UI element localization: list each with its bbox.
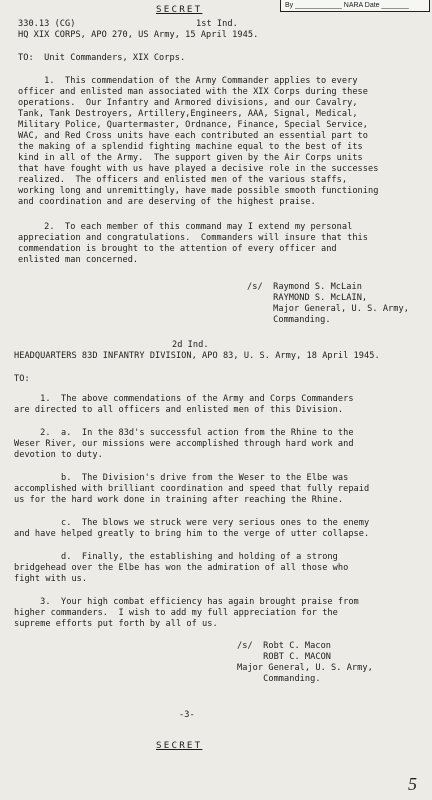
text-line: us for the hard work done in training after reaching the Rhine. [14, 495, 344, 505]
second-indorsement-origin: HEADQUARTERS 83D INFANTRY DIVISION, APO 83, U. S. Army, 18 April 1945. [14, 351, 380, 361]
text-line: b. The Division's drive from the Weser to the Elbe was [14, 473, 349, 483]
text-line: operations. Our Infantry and Armored divisions, and our Cavalry, [18, 98, 358, 108]
text-line: that have fought with us have played a decisive role in the successes [18, 164, 379, 174]
text-line: c. The blows we struck were very serious ones to the enemy [14, 518, 370, 528]
signature-line: Commanding. [237, 674, 321, 684]
text-line: bridgehead over the Elbe has won the admiration of all those who [14, 563, 349, 573]
text-line: working long and unremittingly, have made possible smooth functioning [18, 186, 379, 196]
first-indorsement-origin: HQ XIX CORPS, APO 270, US Army, 15 April 1945. [18, 30, 259, 40]
text-line: realized. The officers and enlisted men of the various staffs, [18, 175, 348, 185]
text-line: supreme efforts put forth by all of us. [14, 619, 218, 629]
text-line: 1. The above commendations of the Army and Corps Commanders [14, 394, 354, 404]
signature-line: Major General, U. S. Army, [237, 663, 373, 673]
second-indorsement-label: 2d Ind. [172, 340, 209, 350]
text-line: the making of a splendid fighting machine equal to the best of its [18, 142, 363, 152]
text-line: fight with us. [14, 574, 88, 584]
file-number: 330.13 (CG) [18, 19, 76, 29]
text-line: enlisted man concerned. [18, 255, 139, 265]
signature-line: Commanding. [247, 315, 331, 325]
text-line: WAC, and Red Cross units have each contributed an essential part to [18, 131, 368, 141]
text-line: d. Finally, the establishing and holding of a strong [14, 552, 338, 562]
signature-line: Major General, U. S. Army, [247, 304, 409, 314]
text-line: and coordination and are deserving of the highest praise. [18, 197, 316, 207]
text-line: higher commanders. I wish to add my full appreciation for the [14, 608, 338, 618]
text-line: are directed to all officers and enlisted men of this Division. [14, 405, 344, 415]
text-line: Weser River, our missions were accomplished through hard work and [14, 439, 354, 449]
text-line: 2. a. In the 83d's successful action from the Rhine to the [14, 428, 354, 438]
signature-line: ROBT C. MACON [237, 652, 332, 662]
first-indorsement-label: 1st Ind. [196, 19, 238, 29]
text-line: 3. Your high combat efficiency has again brought praise from [14, 597, 359, 607]
text-line: commendation is brought to the attention of every officer and [18, 244, 337, 254]
second-indorsement-to: TO: [14, 374, 30, 384]
text-line: Military Police, Quartermaster, Ordnance, Finance, Special Service, [18, 120, 368, 130]
text-line: kind in all of the Army. The support given by the Air Corps units [18, 153, 363, 163]
text-line: 1. This commendation of the Army Commander applies to every [18, 76, 358, 86]
classification-bottom: SECRET [156, 740, 203, 751]
text-line: and have helped greatly to bring him to the verge of utter collapse. [14, 529, 370, 539]
text-line: appreciation and congratulations. Commanders will insure that this [18, 233, 368, 243]
page-marker: -3- [179, 710, 195, 720]
signature-line: /s/ Robt C. Macon [237, 641, 332, 651]
first-indorsement-to: TO: Unit Commanders, XIX Corps. [18, 53, 186, 63]
text-line: officer and enlisted man associated with the XIX Corps during these [18, 87, 368, 97]
classification-top: SECRET [156, 4, 203, 15]
text-line: 2. To each member of this command may I extend my personal [18, 222, 353, 232]
handwritten-page-number: 5 [408, 774, 417, 794]
declassification-stamp: By ____________ NARA Date _______ [280, 0, 430, 12]
text-line: accomplished with brilliant coordination and speed that fully repaid [14, 484, 370, 494]
text-line: devotion to duty. [14, 450, 103, 460]
text-line: Tank, Tank Destroyers, Artillery,Engineers, AAA, Signal, Medical, [18, 109, 358, 119]
signature-line: RAYMOND S. McLAIN, [247, 293, 368, 303]
signature-line: /s/ Raymond S. McLain [247, 282, 362, 292]
